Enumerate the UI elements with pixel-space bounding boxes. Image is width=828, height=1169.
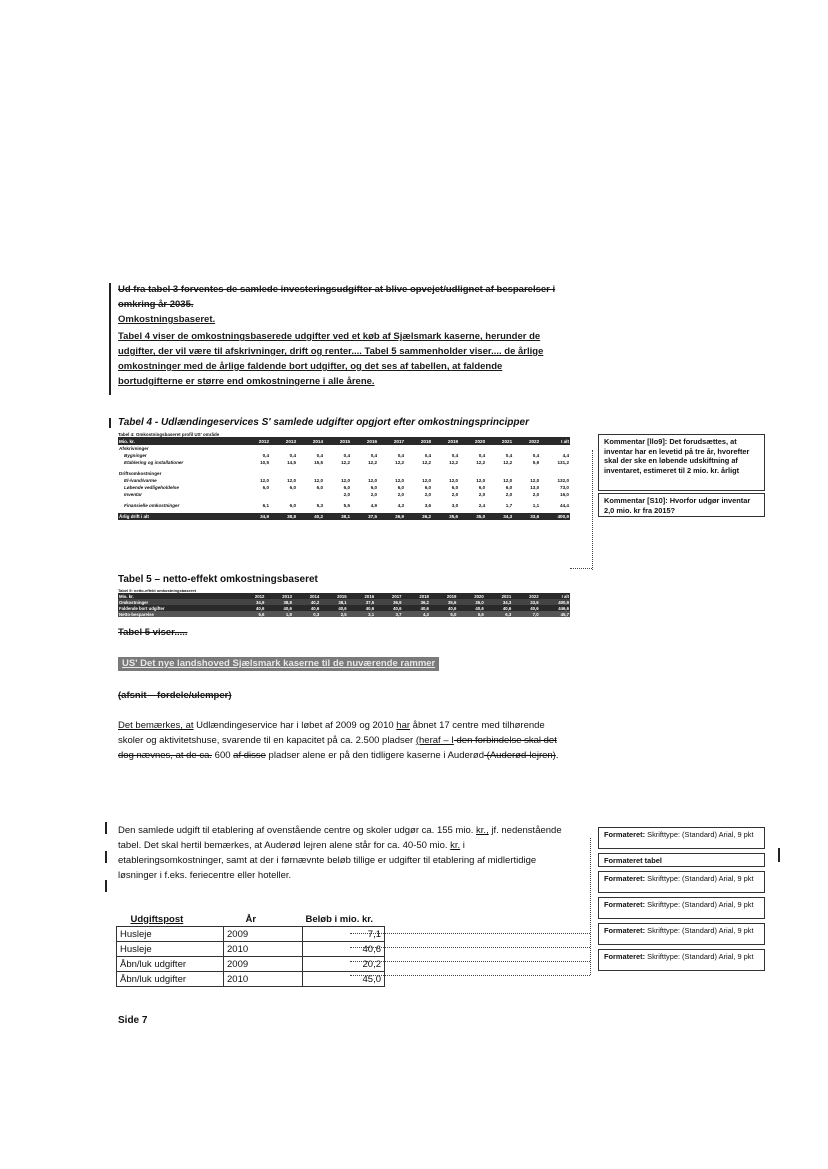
table-row: Finansielle omkostninger 6,1 6,0 5,3 5,5 4,9 4,3 3,6 3,0 2,4 1,7 1,1 44,4 xyxy=(124,503,569,508)
change-bar xyxy=(109,418,111,428)
comment-leader xyxy=(592,450,593,570)
change-bar xyxy=(105,851,107,863)
col-header-amount: Beløb i mio. kr. xyxy=(305,913,374,925)
table-row: Husleje 2010 40,6 xyxy=(117,942,385,957)
table-row: Åbn/luk udgifter 2010 45,0 xyxy=(117,972,385,987)
table-row: Netto-besparelse 5,6 1,8 0,3 2,5 3,1 3,7 4,3 5,0 5,6 6,3 7,0 45,7 xyxy=(119,611,569,617)
col-header-year: År xyxy=(245,913,257,925)
paragraph-centres: Det bemærkes, at Udlændingeservice har i løbet af 2009 og 2010 har åbnet 17 centre med tilhørende skoler og aktivitetshuse, svarende til en kapacitet på ca. 2.500 pladser (heraf – I den forbindelse skal det dog nævnes, at de ca. 600 af disse pladser alene er på den tidligere kaserne i Auderød (Auderød-lejren). xyxy=(118,720,559,761)
table-row: El-/vand/varme 12,0 12,0 12,0 12,0 12,0 12,0 12,0 12,0 12,0 12,0 12,0 132,0 xyxy=(124,478,569,483)
table-row: Bygninger 0,4 0,4 0,4 0,4 0,4 0,4 0,4 0,4 0,4 0,4 0,4 4,4 xyxy=(124,453,569,458)
format-leader xyxy=(350,975,590,976)
table-row: Husleje 2009 7,1 xyxy=(117,927,385,942)
format-note[interactable]: Formateret: Skrifttype: (Standard) Arial, 9 pkt xyxy=(598,897,765,919)
change-bar xyxy=(778,848,780,862)
table4-section: Driftsomkostninger xyxy=(119,471,162,476)
intro-deleted-text: Ud fra tabel 3 forventes de samlede investeringsudgifter at blive opvejet/udlignet af besparelser i omkring år 2035. xyxy=(118,284,556,310)
table5-header-row: Mio. kr. 2012 2013 2014 2015 2016 2017 2018 2019 2020 2021 2022 I alt xyxy=(119,593,569,599)
format-leader xyxy=(590,838,591,975)
format-note[interactable]: Formateret: Skrifttype: (Standard) Arial, 9 pkt xyxy=(598,923,765,945)
table4-header-row: Mio. kr. 2012 2013 2014 2015 2016 2017 2018 2019 2020 2021 2022 I alt xyxy=(119,438,569,444)
table-row: Faldende bort udgifter 40,6 40,6 40,6 40,6 40,6 40,6 40,6 40,6 40,6 40,6 40,6 446,6 xyxy=(119,605,569,611)
grey-heading: US' Det nye landshoved Sjælsmark kaserne til de nuværende rammer xyxy=(118,657,439,671)
table4 xyxy=(118,437,570,520)
paragraph-total-cost: Den samlede udgift til etablering af ovenstående centre og skoler udgør ca. 155 mio. kr., jf. nedenstående tabel. Det skal hertil bemærkes, at Auderød lejren alene står for ca. 40-50 mio. kr. i etableringsomkostninger, samt at der i førnævnte beløb tillige er udgifter til etablering af midlertidige løsninger i f.eks. feriecentre eller hoteller. xyxy=(118,825,562,881)
deleted-bracket: (afsnit – fordele/ulemper) xyxy=(118,690,232,701)
table5-caption: Tabel 5 – netto-effekt omkostningsbaseret xyxy=(118,574,318,585)
table-row: Løbende vedligeholdelse 6,0 6,0 6,0 6,0 6,0 6,0 6,0 6,0 6,0 6,0 13,0 73,0 xyxy=(124,485,569,490)
table4-block xyxy=(118,432,570,520)
table-row: Inventar 2,0 2,0 2,0 2,0 2,0 2,0 2,0 2,0 16,0 xyxy=(124,492,569,497)
change-bar xyxy=(109,283,111,395)
comment-leader xyxy=(570,568,592,569)
table4-inner-title: Tabel 4: Omkostningsbaseret profil US' område xyxy=(118,432,220,437)
format-note[interactable]: Formateret: Skrifttype: (Standard) Arial, 9 pkt xyxy=(598,949,765,971)
format-leader xyxy=(350,961,590,962)
page-number: Side 7 xyxy=(118,1015,148,1026)
deleted-caption: Tabel 5 viser..... xyxy=(118,627,188,638)
table4-section: Afskrivninger xyxy=(119,446,149,451)
table5 xyxy=(118,593,570,617)
format-note[interactable]: Formateret: Skrifttype: (Standard) Arial, 9 pkt xyxy=(598,827,765,849)
table4-caption: Tabel 4 - Udlændingeservices S' samlede udgifter opgjort efter omkostningsprincipper xyxy=(118,417,529,428)
format-note[interactable]: Formateret: Skrifttype: (Standard) Arial, 9 pkt xyxy=(598,871,765,893)
table4-total-row: Årlig drift i alt 34,9 38,8 40,2 38,1 37,5 36,9 36,2 35,6 35,0 34,3 33,6 400,9 xyxy=(119,514,569,519)
table5-inner-title: Tabel 5: netto-effekt omkostningsbaseret xyxy=(118,588,196,593)
p2-lead: Det bemærkes, at xyxy=(118,720,194,731)
comment-balloon[interactable]: Kommentar [S10]: Hvorfor udgør inventar 2,0 mio. kr fra 2015? xyxy=(598,493,765,517)
intro-heading: Omkostningsbaseret. xyxy=(118,314,216,325)
intro-body: Tabel 4 viser de omkostningsbaserede udgifter ved et køb af Sjælsmark kaserne, herunder de udgifter, der vil være til afskrivninger, drift og renter.... Tabel 5 sammenholder viser.... de årlige omkostninger med de årlige faldende bort udgifter, og det ses af tabellen, at faldende bortudgifterne er større end omkostningerne i alle årene. xyxy=(118,331,544,387)
intro-section xyxy=(118,282,568,389)
format-note[interactable]: Formateret tabel xyxy=(598,853,765,867)
expense-table xyxy=(116,912,385,987)
comment-balloon[interactable]: Kommentar [llo9]: Det forudsættes, at inventar har en levetid på tre år, hvorefter skal der ske en løbende udskiftning af inventaret, estimeret til 2 mio. kr. årligt xyxy=(598,434,765,491)
table-row: Åbn/luk udgifter 2009 20,2 xyxy=(117,957,385,972)
change-bar xyxy=(105,822,107,834)
col-header-expense: Udgiftspost xyxy=(130,913,184,925)
table-row: Etablering og installationer 10,5 14,5 15,5 12,2 12,2 12,2 12,2 12,2 12,2 12,2 5,9 131,2 xyxy=(124,460,569,465)
change-bar xyxy=(105,880,107,892)
format-leader xyxy=(350,947,590,948)
table-row: Omkostninger 34,9 38,8 40,2 38,1 37,5 36,9 36,2 35,6 35,0 34,3 33,6 400,9 xyxy=(119,599,569,605)
format-leader xyxy=(350,933,590,934)
table5-block xyxy=(118,588,570,617)
